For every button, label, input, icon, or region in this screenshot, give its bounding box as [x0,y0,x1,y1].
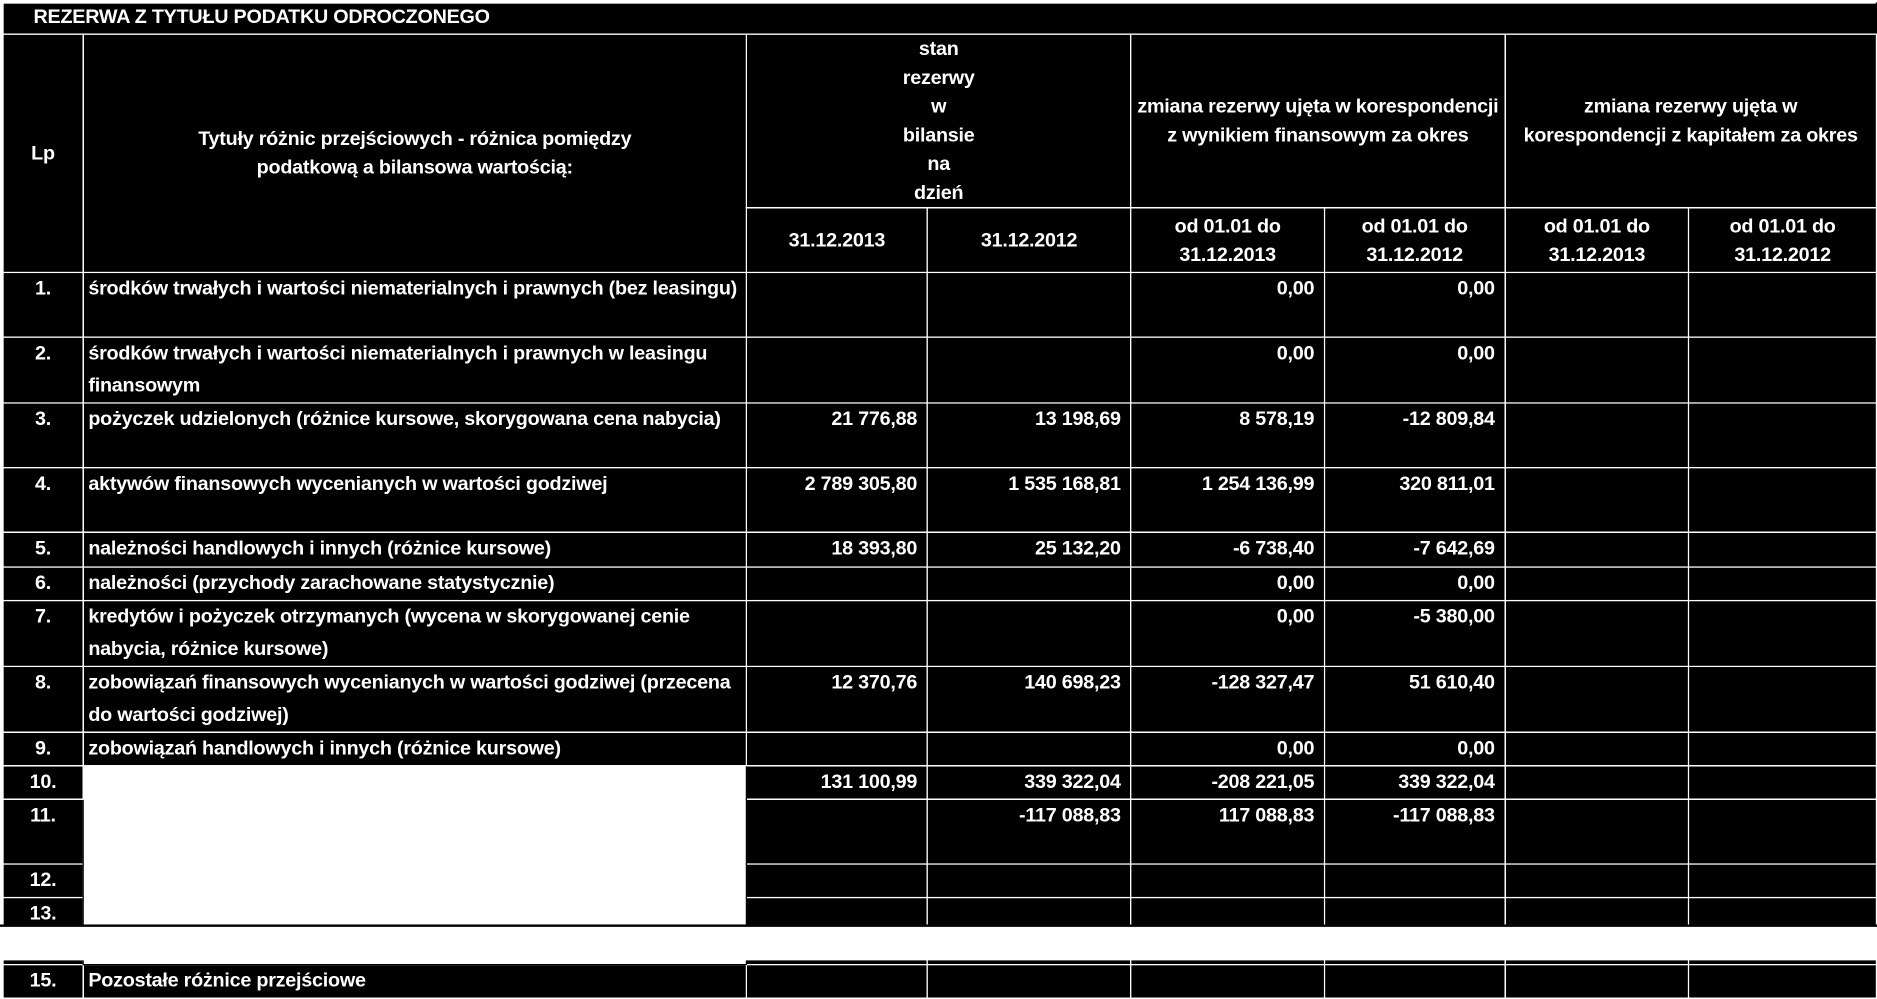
row-balance-2013: 12 370,76 [747,666,928,732]
header-capital-2012: od 01.01 do 31.12.2012 [1689,208,1877,273]
row-balance-2013 [747,799,928,864]
row-result-2013: 0,00 [1131,337,1325,403]
row-lp: 15. [3,965,83,999]
row-result-2012: -5 380,00 [1324,601,1504,667]
row-result-2013: 1 254 136,99 [1131,468,1325,533]
row-balance-2012: 1 535 168,81 [927,468,1131,533]
row-result-2013: 8 578,19 [1131,403,1325,468]
row-capital-2012 [1689,337,1877,403]
row-balance-2013: 131 100,99 [747,766,928,800]
row-lp: 13. [3,898,83,932]
row-balance-2012: 25 132,20 [927,532,1131,567]
table-row [3,567,1876,601]
row-description: aktywów finansowych wycenianych w wartości godziwej [83,468,747,533]
row-result-2013: 0,00 [1131,567,1325,601]
row-result-2012: 51 610,40 [1324,666,1504,732]
row-capital-2013 [1505,799,1689,864]
row-capital-2013 [1505,532,1689,567]
header-result-2013: od 01.01 do 31.12.2013 [1131,208,1325,273]
row-result-2012: 339 322,04 [1324,766,1504,800]
row-description: środków trwałych i wartości niematerialnych i prawnych (bez leasingu) [83,272,747,337]
row-capital-2013 [1505,567,1689,601]
row-capital-2012 [1689,403,1877,468]
row-capital-2013 [1505,601,1689,667]
row-capital-2012 [1689,567,1877,601]
row-lp: 4. [3,468,83,533]
row-lp: 2. [3,337,83,403]
table-title: REZERWA Z TYTUŁU PODATKU ODROCZONEGO [3,3,1876,34]
row-balance-2013 [747,864,928,898]
row-result-2012: 320 811,01 [1324,468,1504,533]
row-result-2012: 0,00 [1324,567,1504,601]
row-capital-2013 [1505,403,1689,468]
row-description: pożyczek udzielonych (różnice kursowe, skorygowana cena nabycia) [83,403,747,468]
row-capital-2012 [1689,799,1877,864]
row-balance-2012: 140 698,23 [927,666,1131,732]
row-capital-2012 [1689,766,1877,800]
row-balance-2012: 339 322,04 [927,766,1131,800]
header-description-text: Tytuły różnic przejściowych - różnica pomiędzy podatkową a bilansowa wartością: [198,128,632,179]
row-description: zobowiązań handlowych i innych (różnice kursowe) [83,732,747,766]
row-balance-2012 [927,732,1131,766]
header-balance-group [747,34,1131,208]
table-row [3,732,1876,766]
row-balance-2013 [747,337,928,403]
row-capital-2012 [1689,468,1877,533]
row-result-2012: -12 809,84 [1324,403,1504,468]
header-balance-2012: 31.12.2012 [927,208,1131,273]
row-capital-2012 [1689,601,1877,667]
row-balance-2012 [927,272,1131,337]
row-result-2013: 0,00 [1131,601,1325,667]
row-lp: 1. [3,272,83,337]
row-capital-2013 [1505,666,1689,732]
row-description: Pozostałe różnice przejściowe [83,965,747,999]
row-description: należności (przychody zarachowane statystycznie) [83,567,747,601]
deferred-tax-table [2,2,1877,998]
row-capital-2013 [1505,468,1689,533]
row-result-2012: 0,00 [1324,732,1504,766]
table-row [3,403,1876,468]
row-capital-2013 [1505,864,1689,898]
table-row [3,337,1876,403]
row-lp: 5. [3,532,83,567]
row-capital-2012 [1689,732,1877,766]
row-capital-2012 [1689,532,1877,567]
table-row [3,766,1876,800]
row-result-2013: 117 088,83 [1131,799,1325,864]
row-balance-2012 [927,864,1131,898]
row-balance-2013: 18 393,80 [747,532,928,567]
header-balance-group-text: stan rezerwy w bilansie na dzień [902,38,975,204]
row-balance-2012: 13 198,69 [927,403,1131,468]
table-row [3,965,1876,999]
header-description [83,34,747,272]
row-capital-2012 [1689,666,1877,732]
row-lp: 9. [3,732,83,766]
header-result-2012: od 01.01 do 31.12.2012 [1324,208,1504,273]
row-balance-2013 [747,567,928,601]
row-result-2012: -7 642,69 [1324,532,1504,567]
row-balance-2013: 2 789 305,80 [747,468,928,533]
row-balance-2013 [747,272,928,337]
header-capital-group: zmiana rezerwy ujęta w korespondencji z kapitałem za okres [1505,34,1877,208]
row-lp: 10. [3,766,83,800]
row-result-2013: 0,00 [1131,732,1325,766]
sheet-bottom-edge [0,924,1877,960]
row-balance-2012: -117 088,83 [927,799,1131,864]
row-capital-2012 [1689,272,1877,337]
table-row [3,532,1876,567]
row-capital-2012 [1689,965,1877,999]
table-row [3,468,1876,533]
table-row [3,272,1876,337]
row-balance-2012 [927,567,1131,601]
row-balance-2012 [927,337,1131,403]
row-result-2013 [1131,965,1325,999]
row-lp: 8. [3,666,83,732]
row-result-2012: -117 088,83 [1324,799,1504,864]
row-lp: 11. [3,799,83,864]
row-lp: 12. [3,864,83,898]
row-balance-2012 [927,601,1131,667]
row-result-2012: 0,00 [1324,337,1504,403]
row-balance-2013 [747,965,928,999]
row-capital-2013 [1505,965,1689,999]
row-lp: 3. [3,403,83,468]
header-capital-2013: od 01.01 do 31.12.2013 [1505,208,1689,273]
row-result-2013 [1131,864,1325,898]
row-balance-2013: 21 776,88 [747,403,928,468]
row-description: kredytów i pożyczek otrzymanych (wycena w skorygowanej cenie nabycia, różnice kursowe) [83,601,747,667]
table-row [3,666,1876,732]
row-result-2012 [1324,864,1504,898]
row-description: zobowiązań finansowych wycenianych w wartości godziwej (przecena do wartości godziwej) [83,666,747,732]
header-balance-2013: 31.12.2013 [747,208,928,273]
table-row [3,601,1876,667]
row-lp: 6. [3,567,83,601]
row-result-2013: -208 221,05 [1131,766,1325,800]
row-result-2013: -128 327,47 [1131,666,1325,732]
row-balance-2013 [747,732,928,766]
row-capital-2013 [1505,337,1689,403]
row-balance-2012 [927,965,1131,999]
row-description: należności handlowych i innych (różnice kursowe) [83,532,747,567]
row-result-2013: 0,00 [1131,272,1325,337]
row-capital-2013 [1505,732,1689,766]
row-result-2012: 0,00 [1324,272,1504,337]
row-capital-2013 [1505,272,1689,337]
header-lp: Lp [3,34,83,272]
row-capital-2012 [1689,864,1877,898]
row-capital-2013 [1505,766,1689,800]
row-lp: 7. [3,601,83,667]
row-result-2012 [1324,965,1504,999]
header-result-group: zmiana rezerwy ujęta w korespondencji z wynikiem finansowym za okres [1131,34,1505,208]
row-result-2013: -6 738,40 [1131,532,1325,567]
row-description: środków trwałych i wartości niematerialnych i prawnych w leasingu finansowym [83,337,747,403]
row-balance-2013 [747,601,928,667]
